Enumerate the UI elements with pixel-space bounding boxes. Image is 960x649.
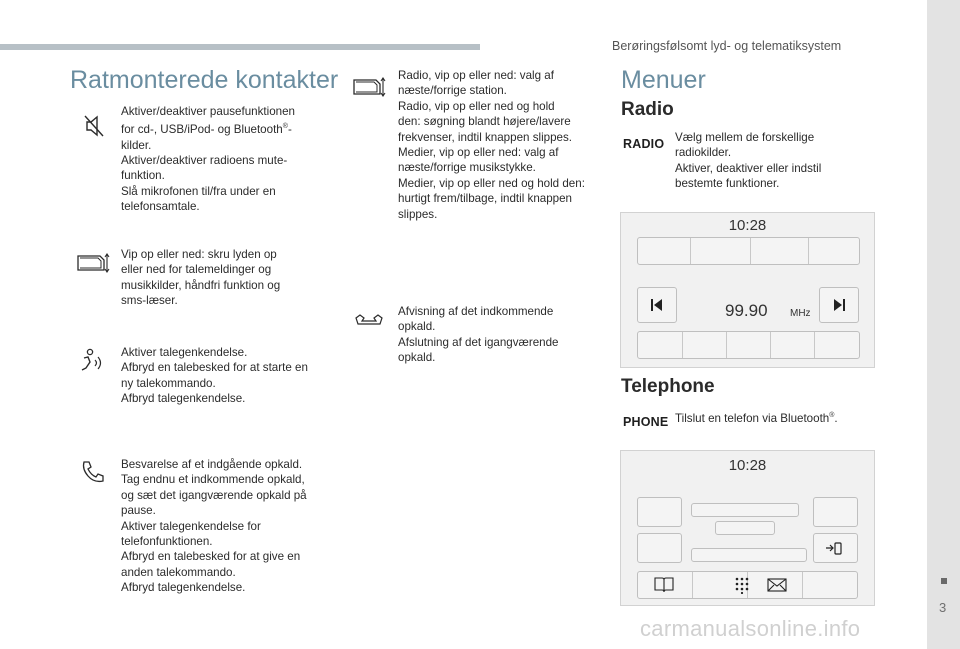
volume-switch-icon [76, 250, 110, 276]
next-station-button[interactable] [819, 287, 859, 323]
phone-icon [80, 459, 106, 485]
mute-icon [83, 114, 105, 138]
continue-marker [941, 578, 947, 584]
phone-button-top-left[interactable] [637, 497, 682, 527]
contacts-icon [651, 576, 677, 594]
radio-heading: Radio [621, 99, 674, 120]
phone-connect-icon [814, 534, 857, 562]
phone-button-middle-left[interactable] [637, 533, 682, 563]
radio-function-row[interactable] [637, 331, 860, 359]
phone-display-subfield [715, 521, 775, 535]
radio-screen [620, 212, 875, 368]
seek-description: Radio, vip op eller ned: valg af næste/forrige station. Radio, vip op eller ned og hold den: søgning blandt højere/lavere frekvenser, indtil knappen slippes. Medier, vip op eller ned: valg af næste/forrige musikstykke. Medier, vip op eller ned og hold den: hurtigt frem/tilbage, indtil knappen slippes. [398, 69, 585, 221]
phone-display-field [691, 503, 799, 517]
mute-description: Aktiver/deaktiver pausefunktionen for cd-, USB/iPod- og Bluetooth®- kilder. Aktiver/deaktiver radioens mute- funktion. Slå mikrofonen til/fra under en telefonsamtale. [121, 105, 296, 214]
previous-station-button[interactable] [637, 287, 677, 323]
seek-switch-icon [352, 74, 386, 100]
header-rule [0, 44, 480, 50]
hang-up-icon [354, 312, 384, 328]
side-strip [927, 0, 960, 649]
keypad-icon [733, 576, 751, 594]
radio-tag: RADIO [623, 137, 665, 151]
section-title-menus: Menuer [621, 66, 706, 94]
frequency-unit: MHz [790, 308, 811, 319]
telephone-screen-time: 10:28 [728, 457, 767, 474]
phone-description: Besvarelse af et indgående opkald. Tag endnu et indkommende opkald, og sæt det igangværende opkald på pause. Aktiver talegenkendelse for telefonfunktionen. Afbryd en talebesked for at give en anden talekommando. Afbryd talegenkendelse. [121, 458, 307, 595]
page-header-title: Berøringsfølsomt lyd- og telematiksystem [612, 39, 842, 53]
voice-description: Aktiver talegenkendelse. Afbryd en talebesked for at starte en ny talekommando. Afbryd talegenkendelse. [121, 346, 308, 406]
skip-back-icon [638, 288, 676, 322]
phone-function-row[interactable] [637, 571, 858, 599]
skip-forward-icon [820, 288, 858, 322]
telephone-screen [620, 450, 875, 606]
radio-preset-row[interactable] [637, 237, 860, 265]
section-title-steering-controls: Ratmonterede kontakter [70, 66, 339, 94]
message-icon [766, 577, 788, 593]
telephone-heading: Telephone [621, 376, 715, 397]
frequency-value: 99.90 [725, 301, 768, 320]
telephone-description: Tilslut en telefon via Bluetooth®. [675, 411, 838, 425]
phone-tag: PHONE [623, 415, 669, 429]
phone-number-field[interactable] [691, 548, 807, 562]
page-number: 3 [939, 600, 947, 615]
hang-up-description: Afvisning af det indkommende opkald. Afslutning af det igangværende opkald. [398, 305, 559, 365]
phone-button-top-right[interactable] [813, 497, 858, 527]
radio-description: Vælg mellem de forskellige radiokilder. Aktiver, deaktiver eller indstil bestemte funktioner. [675, 131, 822, 191]
watermark: carmanualsonline.info [640, 616, 861, 641]
volume-description: Vip op eller ned: skru lyden op eller ned for talemeldinger og musikkilder, håndfri funktion og sms-læser. [121, 248, 281, 308]
radio-screen-time: 10:28 [728, 217, 767, 234]
phone-connect-button[interactable] [813, 533, 858, 563]
voice-command-icon [78, 348, 104, 376]
